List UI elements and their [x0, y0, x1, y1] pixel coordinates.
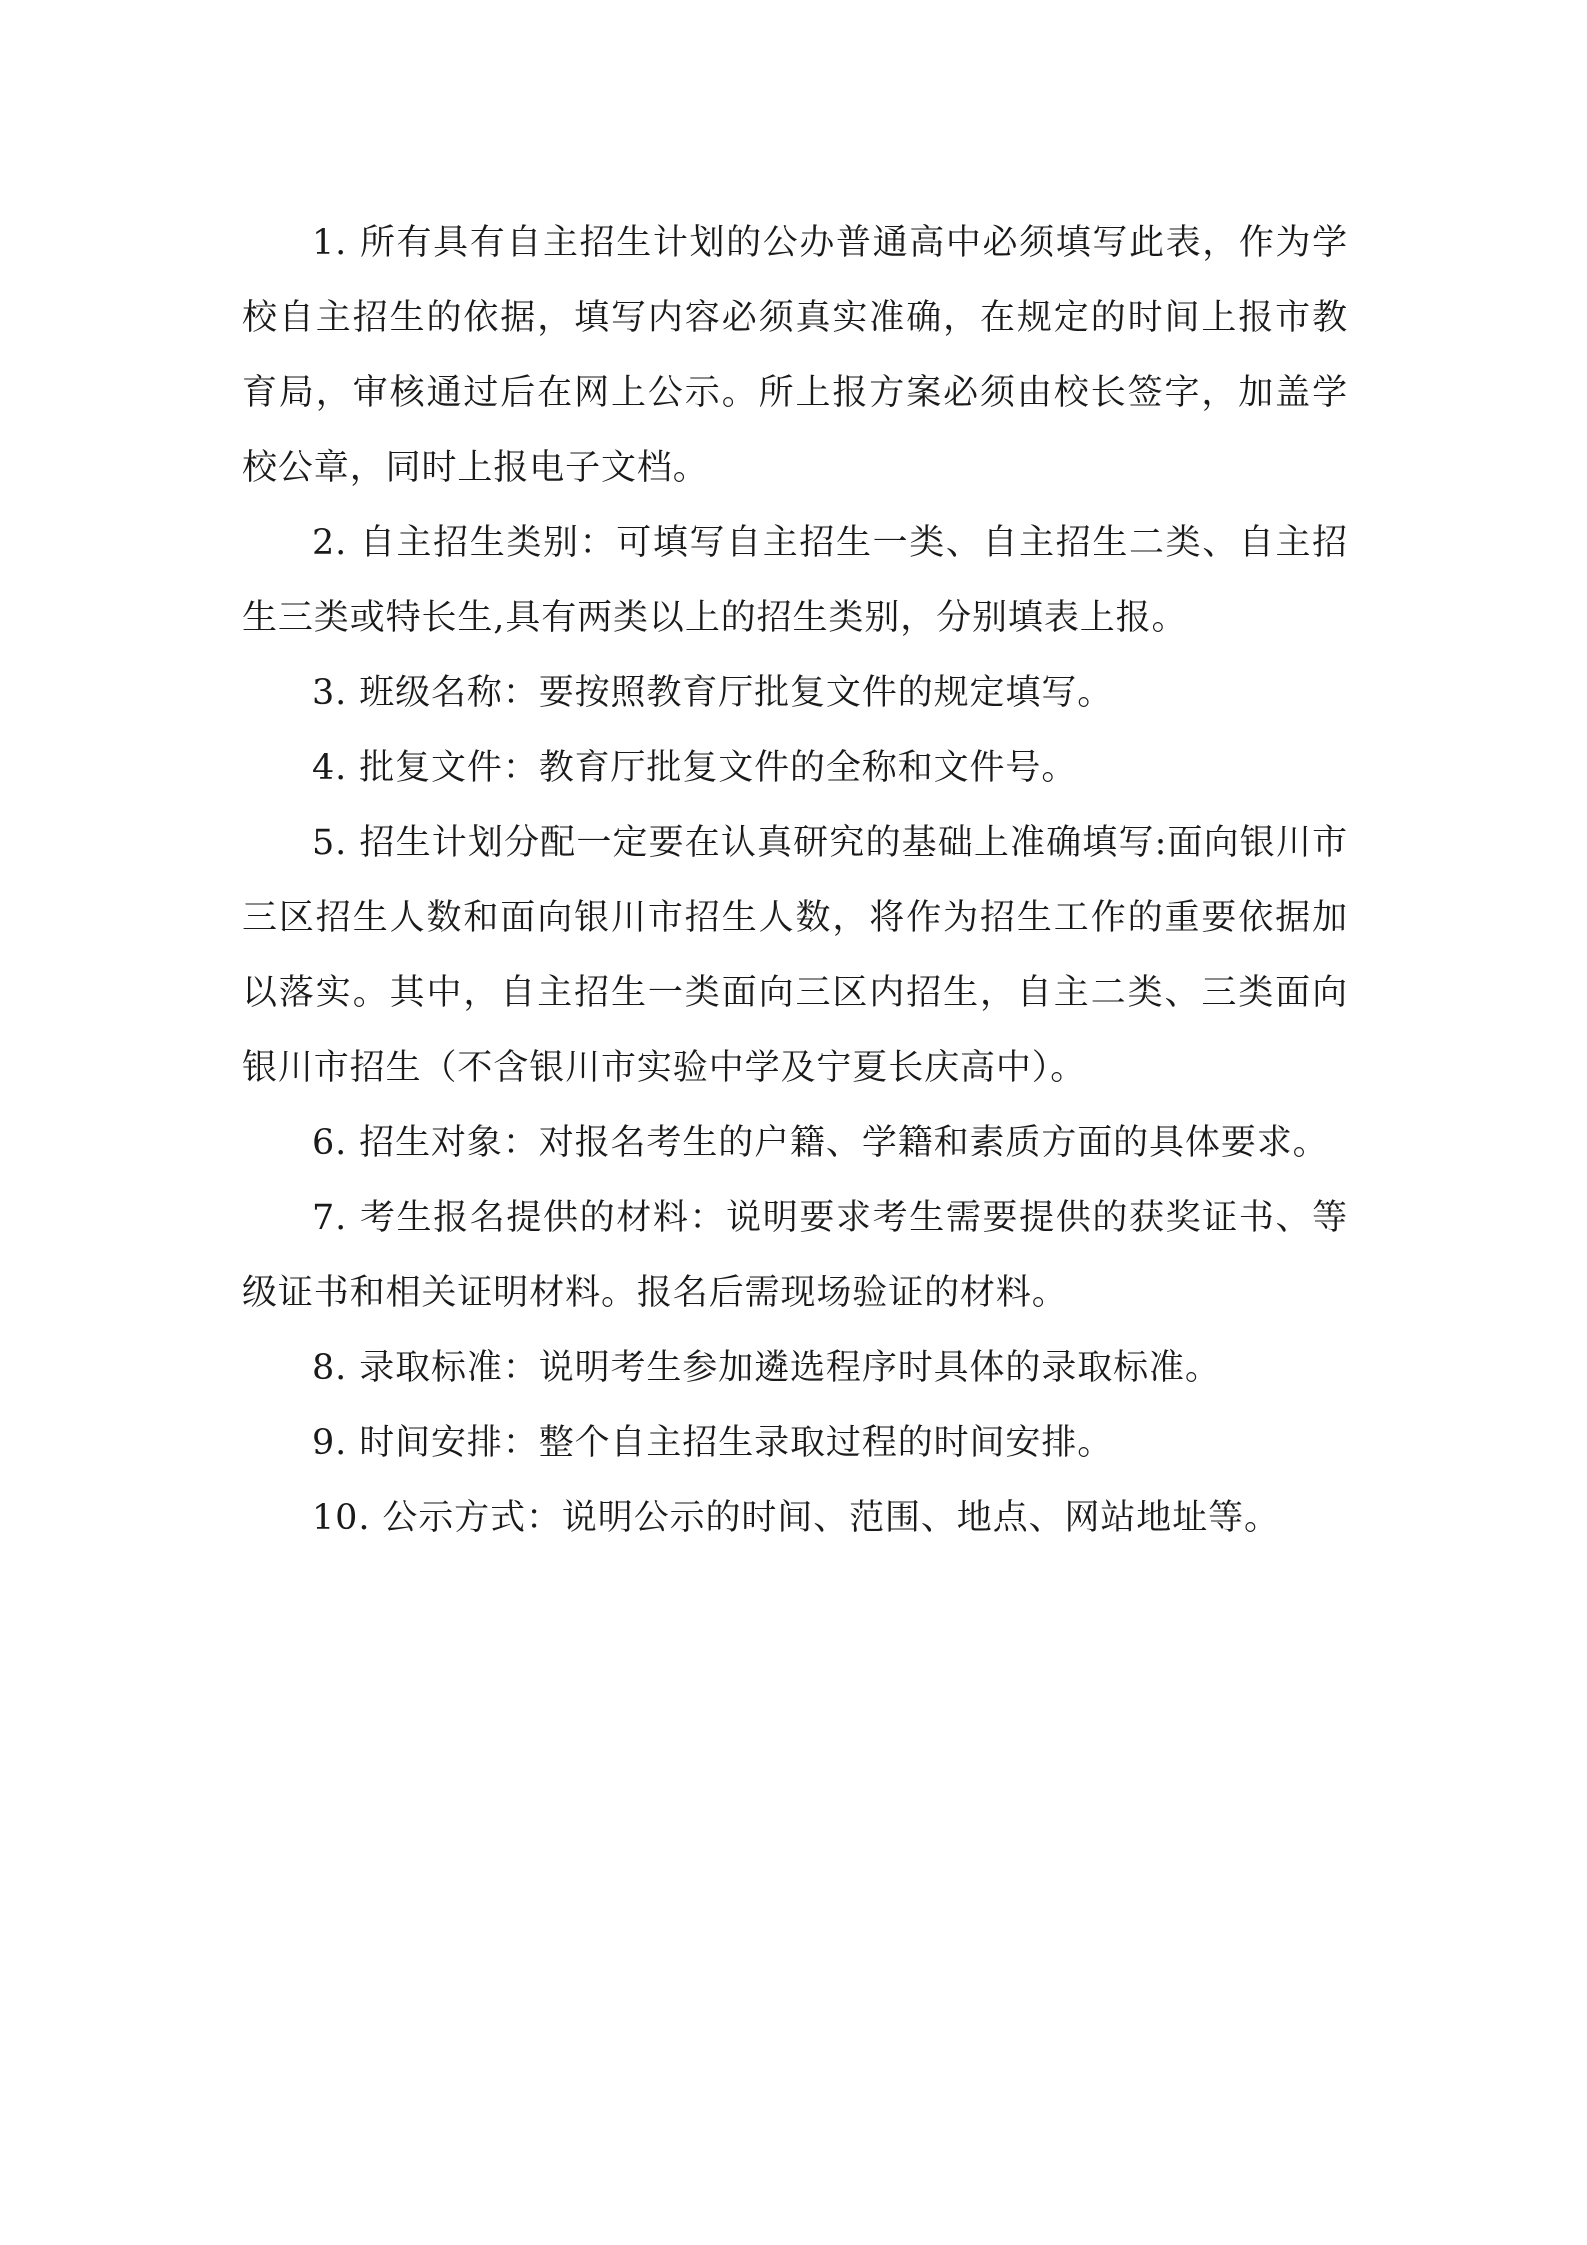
instruction-item-8: 8. 录取标准：说明考生参加遴选程序时具体的录取标准。 — [312, 1348, 1221, 1388]
instruction-item-9: 9. 时间安排：整个自主招生录取过程的时间安排。 — [312, 1423, 1114, 1463]
instruction-item-7: 7. 考生报名提供的材料：说明要求考生需要提供的获奖证书、等级证书和相关证明材料。报名后需现场验证的材料。 — [242, 1198, 1348, 1313]
instruction-item-6: 6. 招生对象：对报名考生的户籍、学籍和素质方面的具体要求。 — [312, 1123, 1329, 1163]
instruction-item-2: 2. 自主招生类别：可填写自主招生一类、自主招生二类、自主招生三类或特长生,具有两类以上的招生类别，分别填表上报。 — [242, 523, 1348, 638]
instruction-item-10: 10. 公示方式：说明公示的时间、范围、地点、网站地址等。 — [312, 1498, 1280, 1538]
instructions-body — [242, 206, 1348, 1556]
instruction-item-1: 1. 所有具有自主招生计划的公办普通高中必须填写此表，作为学校自主招生的依据，填写内容必须真实准确，在规定的时间上报市教育局，审核通过后在网上公示。所上报方案必须由校长签字，加盖学校公章，同时上报电子文档。 — [242, 223, 1348, 488]
instruction-item-4: 4. 批复文件：教育厅批复文件的全称和文件号。 — [312, 748, 1078, 788]
instruction-item-3: 3. 班级名称：要按照教育厅批复文件的规定填写。 — [312, 673, 1114, 713]
instruction-item-5: 5. 招生计划分配一定要在认真研究的基础上准确填写:面向银川市三区招生人数和面向银川市招生人数，将作为招生工作的重要依据加以落实。其中，自主招生一类面向三区内招生，自主二类、三类面向银川市招生（不含银川市实验中学及宁夏长庆高中）。 — [242, 823, 1348, 1088]
